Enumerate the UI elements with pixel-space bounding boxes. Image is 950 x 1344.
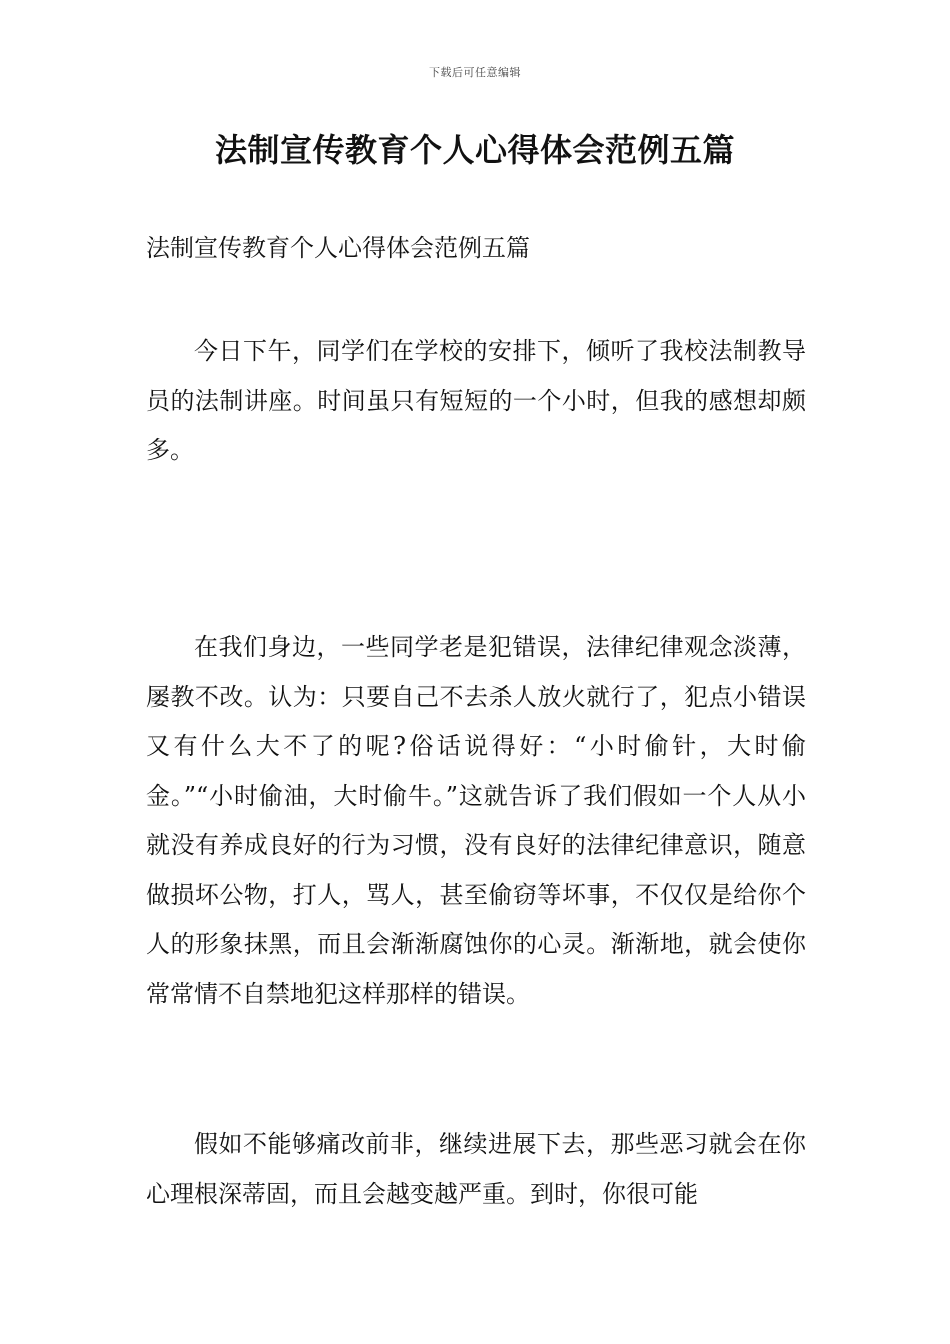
paragraph-3: 假如不能够痛改前非，继续进展下去，那些恶习就会在你心理根深蒂固，而且会越变越严重。到时，你很可能	[146, 1130, 806, 1208]
paragraph-2: 在我们身边，一些同学老是犯错误，法律纪律观念淡薄，屡教不改。认为：只要自己不去杀人放火就行了，犯点小错误又有什么大不了的呢?俗话说得好：“小时偷针，大时偷金。”“小时偷油，大时偷牛。”这就告诉了我们假如一个人从小就没有养成良好的行为习惯，没有良好的法律纪律意识，随意做损坏公物，打人，骂人，甚至偷窃等坏事，不仅仅是给你个人的形象抹黑，而且会渐渐腐蚀你的心灵。渐渐地，就会使你常常情不自禁地犯这样那样的错误。	[146, 633, 806, 1008]
paragraph-1: 今日下午，同学们在学校的安排下，倾听了我校法制教导员的法制讲座。时间虽只有短短的一个小时，但我的感想却颇多。	[146, 337, 806, 464]
document-subtitle: 法制宣传教育个人心得体会范例五篇	[146, 234, 530, 262]
document-title: 法制宣传教育个人心得体会范例五篇	[214, 131, 735, 169]
header-note: 下载后可任意编辑	[429, 66, 521, 79]
